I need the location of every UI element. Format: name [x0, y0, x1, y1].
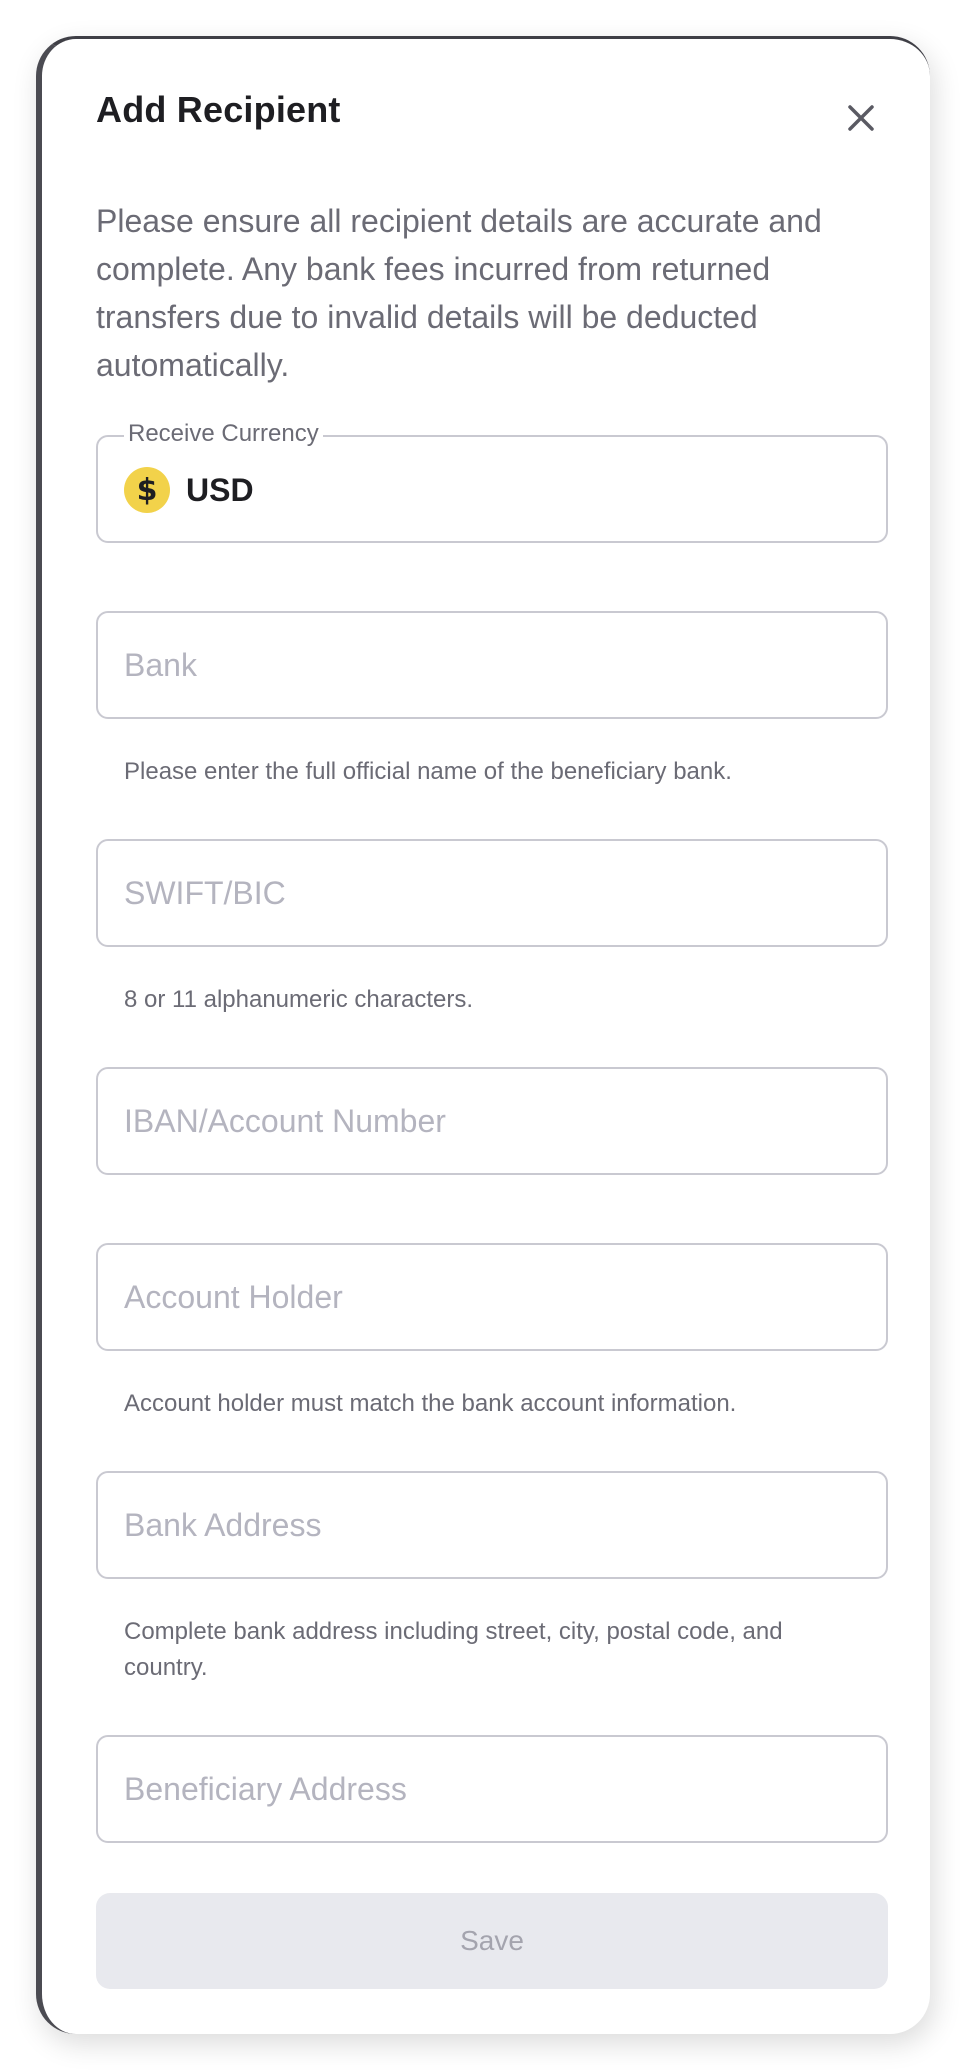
swift-field [96, 839, 888, 947]
intro-text: Please ensure all recipient details are accurate and complete. Any bank fees incurred from returned transfers due to invalid details will be deducted automatically. [96, 203, 822, 383]
close-button[interactable] [838, 95, 884, 141]
swift-input[interactable] [98, 841, 886, 945]
dialog-title: Add Recipient [96, 89, 341, 130]
save-button[interactable]: Save [96, 1893, 888, 1989]
account-holder-input[interactable] [98, 1245, 886, 1349]
close-icon [846, 103, 876, 133]
iban-input[interactable] [98, 1069, 886, 1173]
currency-value [124, 467, 254, 513]
iban-field [96, 1067, 888, 1175]
dollar-coin-icon: $ [124, 467, 170, 513]
bank-field [96, 611, 888, 719]
currency-code: USD [186, 471, 254, 508]
account-holder-field [96, 1243, 888, 1351]
receive-currency-label: Receive Currency [124, 419, 323, 449]
bank-address-helper-text: Complete bank address including street, city, postal code, and country. [124, 1618, 783, 1681]
receive-currency-select[interactable] [96, 420, 888, 543]
bank-address-field [96, 1471, 888, 1579]
bank-input[interactable] [98, 613, 886, 717]
beneficiary-address-field [96, 1735, 888, 1843]
bank-helper-text: Please enter the full official name of the beneficiary bank. [124, 758, 732, 785]
account-holder-helper-text: Account holder must match the bank account information. [124, 1390, 737, 1417]
bank-address-input[interactable] [98, 1473, 886, 1577]
swift-helper-text: 8 or 11 alphanumeric characters. [124, 986, 474, 1013]
beneficiary-address-input[interactable] [98, 1737, 886, 1841]
add-recipient-dialog [36, 36, 930, 2034]
